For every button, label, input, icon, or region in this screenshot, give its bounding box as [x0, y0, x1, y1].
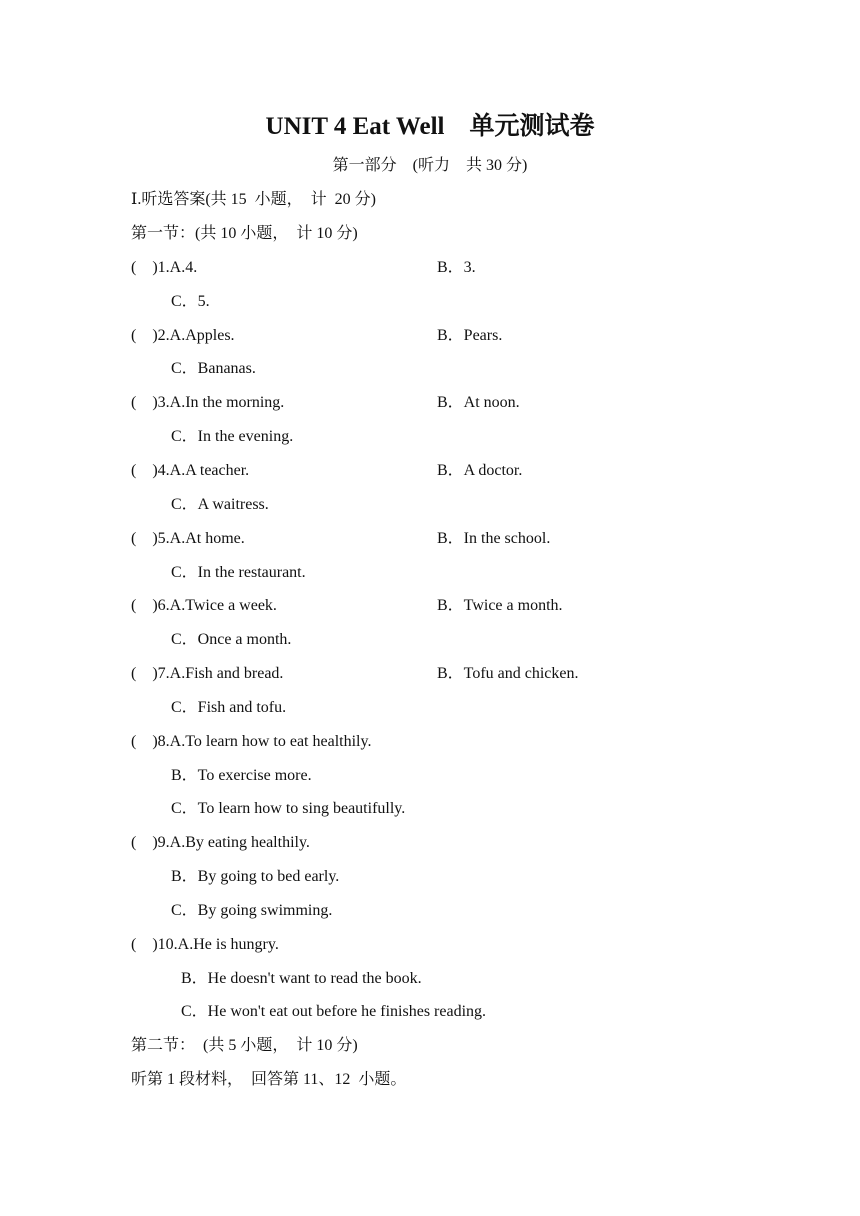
question-1-option-c: C．5.: [171, 293, 210, 310]
question-10-option-b: B．He doesn't want to read the book.: [181, 970, 422, 987]
question-9-option-c: C．By going swimming.: [171, 902, 333, 919]
question-4-option-b: B．A doctor.: [437, 462, 523, 479]
page-title: UNIT 4 Eat Well 单元测试卷: [265, 113, 595, 140]
question-5-option-c: C．In the restaurant.: [171, 564, 306, 581]
question-6-option-c: C．Once a month.: [171, 631, 292, 648]
question-10-stem: ( )10.A.He is hungry.: [131, 936, 279, 953]
question-2-option-b: B．Pears.: [437, 327, 503, 344]
question-8-stem: ( )8.A.To learn how to eat healthily.: [131, 733, 372, 750]
part-heading: 第一部分 (听力 共 30 分): [332, 157, 528, 174]
section-heading: Ⅰ.听选答案(共 15 小题， 计 20 分): [131, 191, 376, 208]
question-3-option-b: B．At noon.: [437, 394, 520, 411]
question-7-option-b: B．Tofu and chicken.: [437, 665, 579, 682]
question-5-option-b: B．In the school.: [437, 530, 551, 547]
question-8-option-b: B．To exercise more.: [171, 767, 312, 784]
question-8-option-c: C．To learn how to sing beautifully.: [171, 800, 406, 817]
question-7-option-c: C．Fish and tofu.: [171, 699, 287, 716]
subsection-heading-2: 第二节： (共 5 小题， 计 10 分): [131, 1037, 358, 1054]
question-1-option-b: B．3.: [437, 259, 476, 276]
question-6-option-b: B．Twice a month.: [437, 597, 563, 614]
question-3-stem: ( )3.A.In the morning.: [131, 394, 285, 411]
question-2-stem: ( )2.A.Apples.: [131, 327, 235, 344]
question-3-option-c: C．In the evening.: [171, 428, 294, 445]
material-instruction: 听第 1 段材料， 回答第 11、12 小题。: [131, 1071, 407, 1088]
question-4-stem: ( )4.A.A teacher.: [131, 462, 250, 479]
question-10-option-c: C．He won't eat out before he finishes reading.: [181, 1003, 487, 1020]
question-4-option-c: C．A waitress.: [171, 496, 269, 513]
question-7-stem: ( )7.A.Fish and bread.: [131, 665, 284, 682]
question-2-option-c: C．Bananas.: [171, 360, 256, 377]
question-9-option-b: B．By going to bed early.: [171, 868, 340, 885]
question-5-stem: ( )5.A.At home.: [131, 530, 245, 547]
subsection-heading-1: 第一节：(共 10 小题， 计 10 分): [131, 225, 358, 242]
question-6-stem: ( )6.A.Twice a week.: [131, 597, 277, 614]
question-1-stem: ( )1.A.4.: [131, 259, 198, 276]
question-9-stem: ( )9.A.By eating healthily.: [131, 834, 310, 851]
